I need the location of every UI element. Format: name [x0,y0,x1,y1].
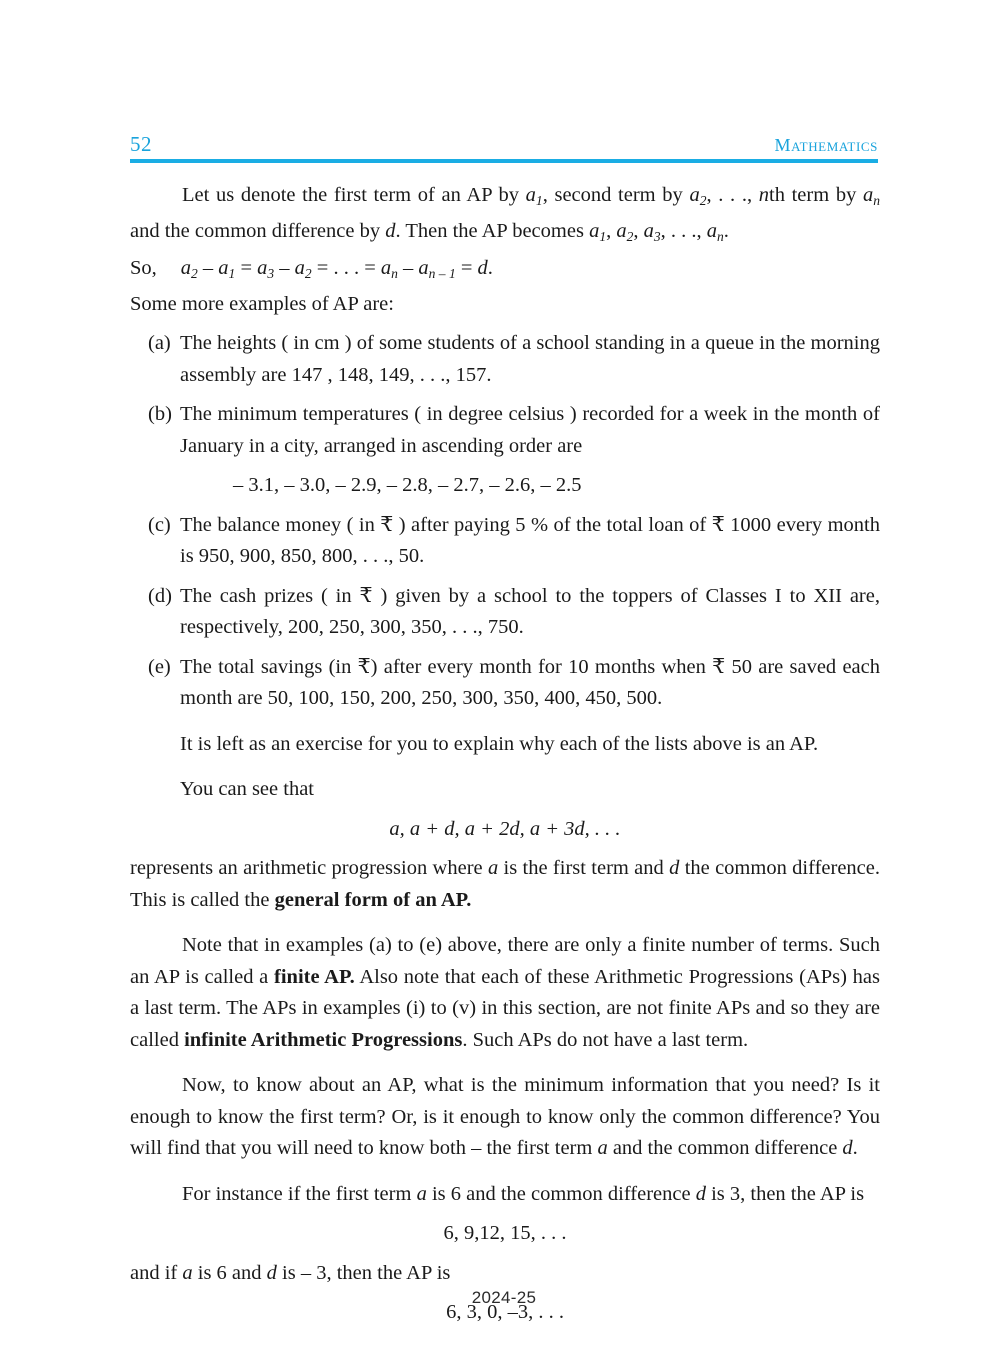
temperature-sequence: – 3.1, – 3.0, – 2.9, – 2.8, – 2.7, – 2.6, – 2.5 [233,474,582,497]
and-if-text-1: and if [130,1261,183,1284]
page-header [130,132,878,166]
intro-text-3: , . . ., [706,184,759,206]
eq-d: d [477,256,488,279]
instance-text-2: is 6 and the common difference [426,1182,696,1205]
list-item [130,328,880,391]
var-a-1-b: $a_1$ [589,220,607,245]
intro-text-9: , . . ., [660,220,707,243]
var-a-andif: a [182,1261,193,1284]
page-footer [0,1288,1008,1308]
and-if-text-2: is 6 and [192,1261,267,1284]
var-d: d [385,220,396,243]
you-can-see-line: You can see that [180,778,314,801]
general-form-expression: a, a + d, a + 2d, a + 3d, . . . [389,817,621,840]
list-item-marker: (a) [148,332,171,355]
intro-text-10: . [723,220,729,243]
paragraph-instance [130,1179,880,1211]
list-item [130,399,880,462]
intro-text-8: , [633,220,644,243]
finite-ap-term: finite AP. [274,965,355,988]
list-item-marker: (b) [148,403,172,426]
intro-text-1: Let us denote the first term of an AP by [182,184,526,206]
list-item [130,652,880,715]
ap-example-negative: 6, 3, 0, –3, . . . [446,1301,564,1324]
paragraph-and-if [130,1258,880,1290]
var-a-n-b: $a_n$ [706,220,724,245]
equation-common-difference: So, $a_2 - a_1 = a_3 - a_2$ = . . . = $a_n - a_{n - 1} = d$. [130,256,493,281]
var-a-2: $a_2$ [689,184,707,208]
paragraph-finite-ap [130,930,880,1056]
instance-text-3: is 3, then the AP is [705,1182,865,1205]
represents-text-1: represents an arithmetic progression where [130,857,488,880]
list-item-marker: (c) [148,513,171,536]
intro-text-4: th term by [769,184,863,206]
var-d-inst: d [695,1182,706,1205]
header-divider-rule [130,159,878,163]
eq-a-3: $a_3$ [257,256,275,281]
intro-text-6: . Then the AP becomes [395,220,590,243]
page-number: 52 [130,132,152,156]
eq-a-1: $a_1$ [218,256,236,281]
so-label: So, [130,256,157,279]
eq-a-n-1: $a_{n - 1}$ [418,256,456,281]
general-form-term: general form of an AP. [274,888,472,911]
var-a-2-b: $a_2$ [616,220,634,245]
represents-text-3: the common difference. This is called the [130,857,880,911]
academic-year-label: 2024-25 [471,1288,537,1307]
intro-text-2: , second term by [542,184,690,206]
min-info-text-2: and the common difference [607,1137,843,1160]
var-a-1: $a_1$ [525,184,543,208]
exercise-note: It is left as an exercise for you to explain why each of the lists above is an AP. [180,732,819,755]
paragraph-min-info [130,1070,880,1165]
note-text-3: . Such APs do not have a last term. [462,1028,749,1051]
note-text-2: Also note that each of these Arithmetic Progressions (APs) has a last term. The APs in examples (i) to (v) in this section, are not finite APs and so they are called [130,965,881,1051]
var-d-min: d [842,1137,853,1160]
instance-text-1: For instance if the first term [182,1182,417,1205]
intro-text-5: and the common difference by [130,220,386,243]
equation-general-form [130,814,880,846]
header-subject-title: Mathematics [774,135,878,155]
min-info-text-1: Now, to know about an AP, what is the minimum information that you need? Is it enough to know the first term? Or, is it enough to know only the common difference? You will find that you will need to know both – the first term [130,1074,880,1160]
list-item-marker: (e) [148,655,171,678]
list-item-text: The balance money ( in ₹ ) after paying 5 % of the total loan of ₹ 1000 every month is 950, 900, 850, 800, . . ., 50. [180,513,880,568]
var-a-inst: a [416,1182,427,1205]
eq-a-2b: $a_2$ [294,256,312,281]
paragraph-represents [130,853,880,916]
paragraph-intro [130,180,880,253]
and-if-text-3: is – 3, then the AP is [276,1261,451,1284]
var-n: n [758,184,769,206]
list-item-marker: (d) [148,584,172,607]
var-a-n: $a_n$ [863,184,881,208]
intro-text-7: , [606,220,617,243]
list-item-text: The cash prizes ( in ₹ ) given by a school to the toppers of Classes I to XII are, respectively, 200, 250, 300, 350, . . ., 750. [180,584,880,639]
represents-text-2: is the first term and [498,857,670,880]
infinite-ap-term: infinite Arithmetic Progressions [184,1028,463,1051]
list-item-text: The total savings (in ₹) after every month for 10 months when ₹ 50 are saved each month are 50, 100, 150, 200, 250, 300, 350, 400, 450, 500. [180,655,880,710]
eq-a-2: $a_2$ [180,256,198,281]
var-d-rep: d [669,857,680,880]
examples-list [130,328,880,715]
note-text-1: Note that in examples (a) to (e) above, there are only a finite number of terms. Such an AP is called a [130,934,880,988]
eq-a-n: $a_n$ [380,256,398,281]
more-examples-lead: Some more examples of AP are: [130,292,394,315]
list-item [130,510,880,573]
ap-example-positive: 6, 9,12, 15, . . . [443,1222,567,1245]
list-item-text: The heights ( in cm ) of some students of a school standing in a queue in the morning assembly are 147 , 148, 149, . . ., 157. [180,332,880,386]
min-info-text-3: . [852,1137,858,1160]
var-a-min: a [597,1137,608,1160]
page-content [130,180,880,1329]
var-a-rep: a [487,857,499,880]
var-d-andif: d [266,1261,277,1284]
list-item [130,581,880,644]
var-a-3: $a_3$ [643,220,661,245]
list-item-text: The minimum temperatures ( in degree celsius ) recorded for a week in the month of January in a city, arranged in ascending order are [180,403,880,457]
